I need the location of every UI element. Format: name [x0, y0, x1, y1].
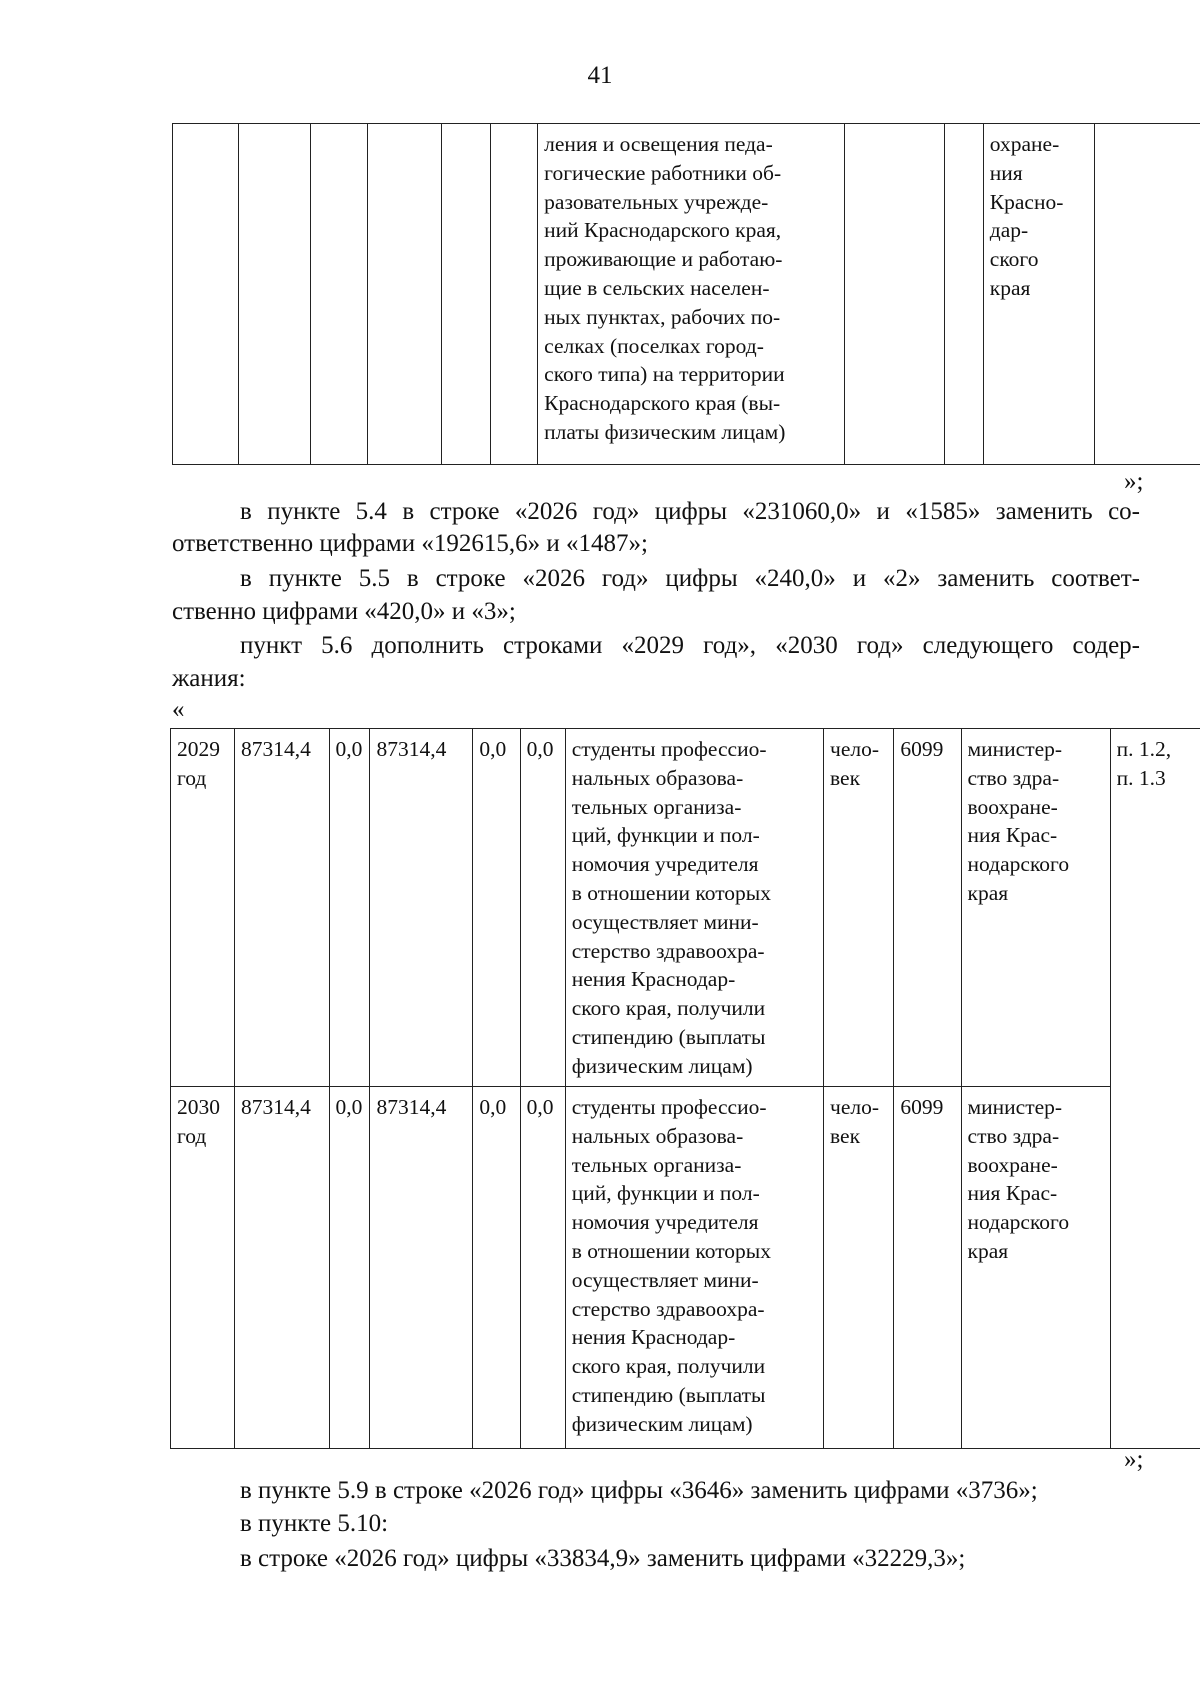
continued-table-row — [173, 124, 1200, 465]
responsible-cell: министер- ство здра- воохране- ния Крас- нодарского края — [961, 729, 1110, 1087]
table-row — [171, 729, 1200, 1087]
paragraph-5-4-line-1: в пункте 5.4 в строке «2026 год» цифры «231060,0» и «1585» заменить со- — [240, 498, 1140, 525]
other-sources-cell: 0,0 — [520, 1087, 565, 1449]
other-sources-cell: 0,0 — [520, 729, 565, 1087]
federal-budget-cell: 0,0 — [329, 729, 370, 1087]
paragraph-5-6-line-1: пункт 5.6 дополнить строками «2029 год», «2030 год» следующего содер- — [240, 632, 1140, 659]
year-cell: 2030 год — [171, 1087, 235, 1449]
paragraph-5-6-line-2: жания: — [172, 665, 246, 692]
new-rows-table — [170, 728, 1200, 1449]
regional-budget-cell — [367, 124, 441, 465]
regional-budget-cell: 87314,4 — [370, 1087, 473, 1449]
local-budget-cell: 0,0 — [473, 1087, 520, 1449]
closing-quote: »; — [1124, 1446, 1144, 1473]
quantity-cell: 6099 — [894, 1087, 961, 1449]
local-budget-cell: 0,0 — [473, 729, 520, 1087]
year-cell — [173, 124, 239, 465]
page-number: 41 — [587, 62, 613, 89]
local-budget-cell — [441, 124, 490, 465]
federal-budget-cell: 0,0 — [329, 1087, 370, 1449]
description-cell: студенты профессио- нальных образова- тельных организа- ций, функции и пол- номочия учредителя в отношении которых осуществляет мини- стерство здравоохра- нения Краснодар- ского края, получили стипендию (выплаты физическим лицам) — [565, 1087, 823, 1449]
quantity-cell: 6099 — [894, 729, 961, 1087]
quantity-cell — [944, 124, 983, 465]
federal-budget-cell — [310, 124, 367, 465]
total-cell — [238, 124, 310, 465]
unit-cell: чело- век — [824, 729, 894, 1087]
description-cell: студенты профессио- нальных образова- тельных организа- ций, функции и пол- номочия учредителя в отношении которых осуществляет мини- стерство здравоохра- нения Краснодар- ского края, получили стипендию (выплаты физическим лицам) — [565, 729, 823, 1087]
opening-quote: « — [172, 696, 185, 723]
unit-cell: чело- век — [824, 1087, 894, 1449]
references-cell — [1094, 124, 1200, 465]
other-sources-cell — [490, 124, 538, 465]
regional-budget-cell: 87314,4 — [370, 729, 473, 1087]
description-cell: ления и освещения педа- гогические работники об- разовательных учрежде- ний Краснодарского края, проживающие и работаю- щие в сельских населен- ных пунктах, рабочих по- селках (поселках город- ского типа) на территории Краснодарского края (вы- платы физическим лицам) — [538, 124, 845, 465]
paragraph-5-5-line-2: ственно цифрами «420,0» и «3»; — [172, 598, 516, 625]
references-cell: п. 1.2, п. 1.3 — [1110, 729, 1200, 1449]
paragraph-5-9: в пункте 5.9 в строке «2026 год» цифры «3646» заменить цифрами «3736»; — [240, 1477, 1038, 1504]
unit-cell — [845, 124, 945, 465]
total-cell: 87314,4 — [235, 729, 329, 1087]
year-cell: 2029 год — [171, 729, 235, 1087]
responsible-cell: охране- ния Красно- дар- ского края — [983, 124, 1094, 465]
responsible-cell: министер- ство здра- воохране- ния Крас- нодарского края — [961, 1087, 1110, 1449]
paragraph-5-10-change: в строке «2026 год» цифры «33834,9» заменить цифрами «32229,3»; — [240, 1545, 966, 1572]
table-row — [171, 1087, 1200, 1449]
continued-table — [172, 123, 1200, 465]
closing-quote: »; — [1124, 468, 1144, 495]
total-cell: 87314,4 — [235, 1087, 329, 1449]
paragraph-5-4-line-2: ответственно цифрами «192615,6» и «1487»; — [172, 530, 648, 557]
paragraph-5-5-line-1: в пункте 5.5 в строке «2026 год» цифры «240,0» и «2» заменить соответ- — [240, 565, 1140, 592]
paragraph-5-10: в пункте 5.10: — [240, 1510, 389, 1537]
